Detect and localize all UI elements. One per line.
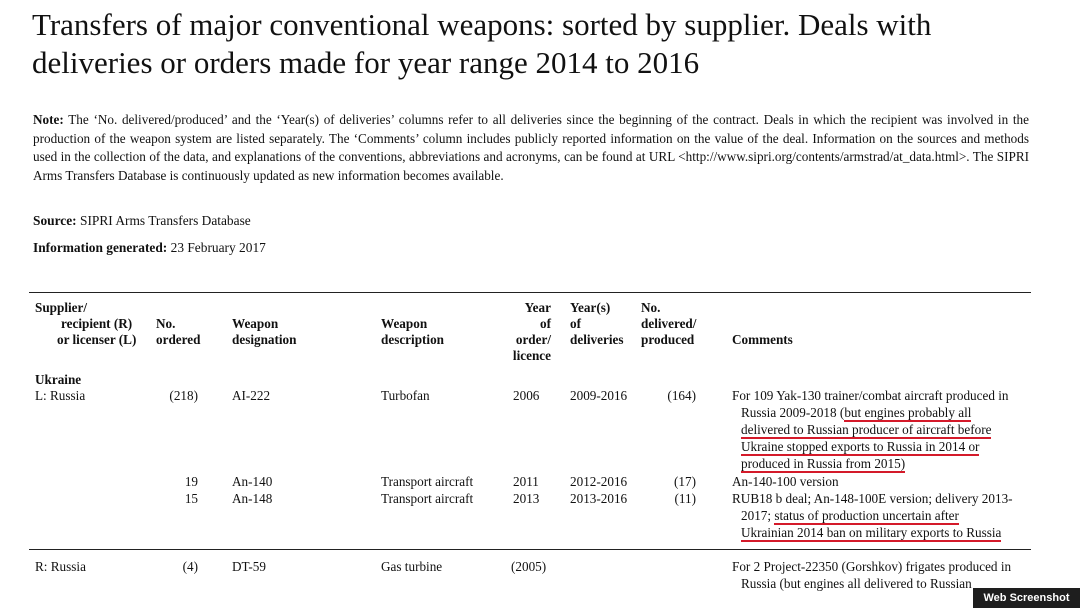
row-3-comment: [732, 490, 1013, 541]
row-1-comment-line-4: Ukraine stopped exports to Russia in 2014 or: [741, 439, 980, 454]
header-designation: [232, 316, 297, 348]
header-years-delivery: [570, 300, 623, 348]
row-3-description: Transport aircraft: [381, 491, 474, 506]
row-3-deliveries: 2013-2016: [570, 491, 628, 506]
row-3-designation: An-148: [232, 491, 273, 506]
note-label: Note:: [33, 112, 64, 127]
row-3-comment-line-2-b: status of production uncertain after: [774, 508, 959, 523]
source-label: Source:: [33, 213, 77, 228]
row-3-ordered: 15: [184, 491, 198, 506]
generated-label: Information generated:: [33, 240, 168, 255]
row-4-year: (2005): [511, 559, 547, 574]
row-1-comment-line-2-b: but engines probably all: [844, 405, 972, 420]
web-screenshot-badge: Web Screenshot: [973, 588, 1080, 608]
note-line-3: value of the deal. Information on the sources and methods used in the collection of the data, and explanations of the conventions, abbreviations and acronyms,: [33, 130, 1029, 165]
row-4-party: R: Russia: [35, 559, 86, 574]
row-1-comment-line-3: delivered to Russian producer of aircraft before: [741, 422, 992, 437]
header-delivered-1: No.: [641, 300, 661, 315]
row-1-comment: [732, 387, 1009, 472]
section-ukraine: Ukraine: [35, 372, 82, 387]
row-2-designation: An-140: [232, 474, 273, 489]
title-line-1: Transfers of major conventional weapons: sorted by supplier. Deals with: [32, 7, 932, 42]
note-line-1: The ‘No. delivered/produced’ and the ‘Year(s) of deliveries’ columns refer to all deliveries since the beginning of the contract. Deals in which the: [68, 112, 867, 127]
header-delivered: [641, 300, 696, 348]
header-year-order-2: of order/: [515, 316, 551, 347]
header-year-order: [505, 300, 551, 364]
header-designation-2: designation: [232, 332, 297, 347]
source-line: [33, 213, 251, 229]
note-line-4: can be found at URL <http://www.sipri.org/contents/armstrad/at_data.html>. The SIPRI Arms Transfers Database is continuously updated as new information: [33, 149, 1030, 183]
row-3-delivered: (11): [674, 491, 696, 506]
row-4-designation: DT-59: [232, 559, 266, 574]
title-line-2: deliveries or orders made for year range 2014 to 2016: [32, 45, 700, 80]
row-1-comment-line-1: For 109 Yak-130 trainer/combat aircraft produced in: [732, 388, 1009, 403]
row-1-party: L: Russia: [35, 388, 86, 403]
row-1-delivered: (164): [667, 388, 696, 403]
row-1-ordered: (218): [169, 388, 198, 403]
header-supplier: [35, 300, 136, 348]
row-3-comment-line-2-a: 2017;: [741, 508, 775, 523]
row-1-deliveries: 2009-2016: [570, 388, 628, 403]
row-1-designation: AI-222: [232, 388, 271, 403]
header-supplier-1: Supplier/: [35, 300, 88, 315]
row-1-description: Turbofan: [381, 388, 430, 403]
header-description-1: Weapon: [381, 316, 428, 331]
row-4-comment-line-2: Russia (but engines all delivered to Russian: [741, 576, 972, 591]
row-2-delivered: (17): [674, 474, 696, 489]
header-ordered: [156, 316, 200, 348]
header-ordered-2: ordered: [156, 332, 201, 347]
header-years-delivery-3: deliveries: [570, 332, 624, 347]
row-3-comment-line-3: Ukrainian 2014 ban on military exports to Russia: [741, 525, 1002, 540]
note-paragraph: [33, 111, 1029, 185]
row-2-comment: [732, 473, 839, 490]
generated-value: 23 February 2017: [170, 240, 266, 255]
row-1-comment-line-2-a: Russia 2009-2018 (: [741, 405, 845, 420]
header-description-2: description: [381, 332, 445, 347]
row-1-comment-line-2: [732, 404, 1009, 421]
header-delivered-3: produced: [641, 332, 695, 347]
header-ordered-1: No.: [156, 316, 176, 331]
header-description: [381, 316, 444, 348]
row-2-year: 2011: [513, 474, 539, 489]
header-years-delivery-1: Year(s): [570, 300, 611, 315]
row-3-year: 2013: [513, 491, 540, 506]
generated-line: [33, 240, 266, 256]
header-comments: Comments: [732, 332, 793, 347]
header-designation-1: Weapon: [232, 316, 279, 331]
header-years-delivery-2: of: [570, 316, 581, 331]
note-line-2: recipient was involved in the production of the weapon system are listed separately. The ‘Comments’ column includes publicly reported information on the: [33, 112, 1029, 146]
row-1-comment-line-5: produced in Russia from 2015): [741, 456, 906, 471]
row-2-comment-line-1: An-140-100 version: [732, 474, 839, 489]
header-year-order-3: licence: [512, 348, 551, 363]
table-row-rule: [29, 549, 1031, 550]
header-year-order-1: Year: [524, 300, 551, 315]
header-supplier-2: recipient (R): [61, 316, 133, 331]
header-delivered-2: delivered/: [641, 316, 697, 331]
row-2-deliveries: 2012-2016: [570, 474, 628, 489]
row-2-description: Transport aircraft: [381, 474, 474, 489]
row-4-comment: [732, 558, 1011, 592]
row-1-year: 2006: [513, 388, 540, 403]
table-top-rule: [29, 292, 1031, 293]
row-4-description: Gas turbine: [381, 559, 443, 574]
row-3-comment-line-2: [732, 507, 1013, 524]
note-line-5: becomes available.: [403, 167, 504, 183]
row-2-ordered: 19: [184, 474, 198, 489]
report-title: [32, 6, 1032, 82]
source-value: SIPRI Arms Transfers Database: [80, 213, 251, 228]
header-supplier-3: or licenser (L): [57, 332, 137, 347]
row-4-comment-line-1: For 2 Project-22350 (Gorshkov) frigates produced in: [732, 559, 1012, 574]
row-3-comment-line-1: RUB18 b deal; An-148-100E version; delivery 2013-: [732, 491, 1013, 506]
row-4-ordered: (4): [182, 559, 198, 574]
